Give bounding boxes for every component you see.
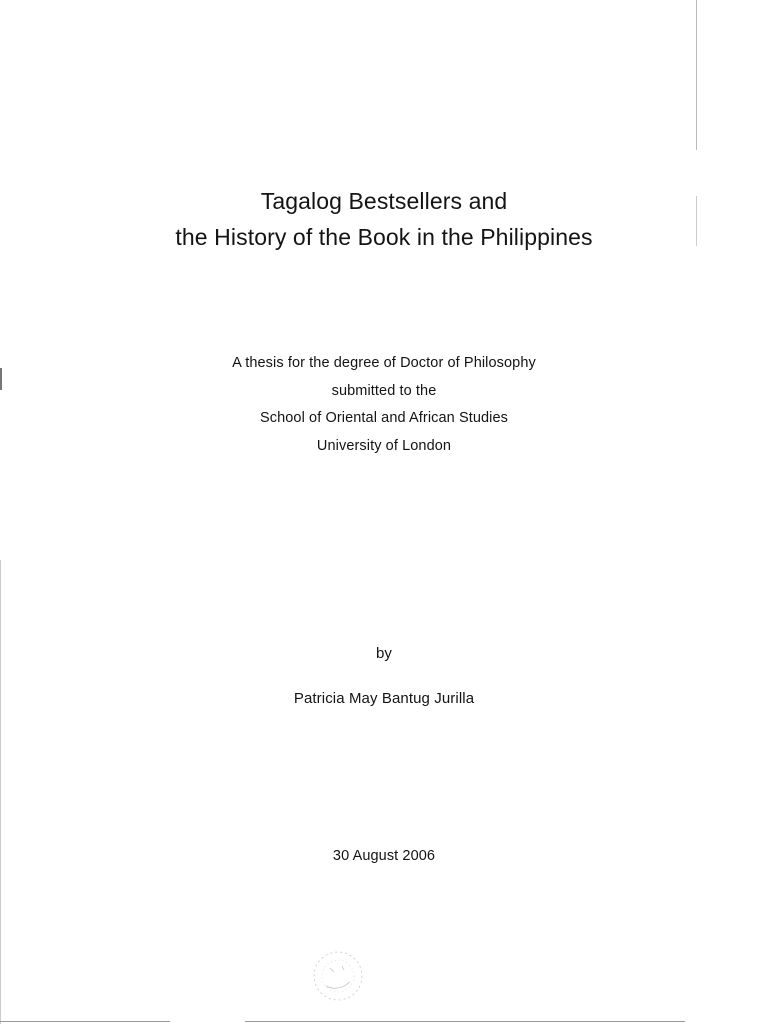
- thesis-title-line-1: Tagalog Bestsellers and: [260, 188, 508, 214]
- embossed-seal-icon: [308, 946, 368, 1006]
- submission-date: 30 August 2006: [332, 848, 436, 864]
- scan-bottom-line: [0, 1021, 170, 1022]
- scan-edge-mark: [0, 368, 2, 390]
- scan-edge-line: [696, 0, 697, 150]
- thesis-title-line-2: the History of the Book in the Philippines: [175, 224, 593, 250]
- degree-statement: A thesis for the degree of Doctor of Philosophy: [232, 355, 536, 371]
- submission-statement: submitted to the: [331, 383, 437, 399]
- scan-bottom-line: [245, 1021, 685, 1022]
- school-name: School of Oriental and African Studies: [259, 410, 509, 426]
- scan-edge-line: [0, 560, 1, 1024]
- university-name: University of London: [316, 438, 452, 454]
- author-name: Patricia May Bantug Jurilla: [293, 690, 475, 707]
- scan-edge-line: [696, 196, 697, 246]
- by-label: by: [375, 645, 393, 662]
